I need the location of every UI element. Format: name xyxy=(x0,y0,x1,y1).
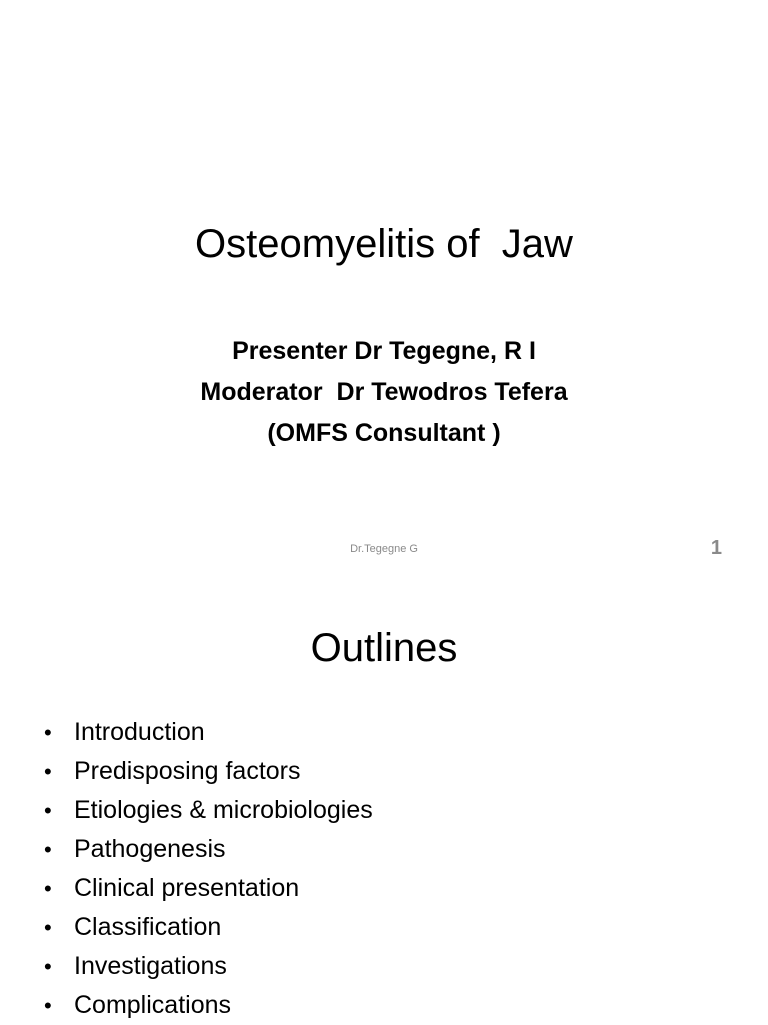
bullet-icon: • xyxy=(44,719,52,745)
list-item xyxy=(44,869,373,908)
bullet-icon: • xyxy=(44,992,52,1018)
list-item-label: Predisposing factors xyxy=(74,757,301,785)
list-item xyxy=(44,908,373,947)
outline-title: Outlines xyxy=(310,626,458,670)
slide-title: Osteomyelitis of Jaw xyxy=(195,222,573,266)
list-item-label: Complications xyxy=(74,991,232,1019)
list-item xyxy=(44,713,373,752)
slide-footer: Dr.Tegegne G xyxy=(350,543,418,555)
list-item xyxy=(44,752,373,791)
list-item-label: Pathogenesis xyxy=(74,835,226,863)
list-item xyxy=(44,830,373,869)
consultant-line: (OMFS Consultant ) xyxy=(267,419,501,447)
bullet-icon: • xyxy=(44,914,52,940)
list-item xyxy=(44,791,373,830)
bullet-icon: • xyxy=(44,797,52,823)
list-item xyxy=(44,947,373,986)
outline-list xyxy=(44,713,373,1025)
presenter-info xyxy=(0,332,768,455)
list-item-label: Investigations xyxy=(74,952,227,980)
slide-number: 1 xyxy=(710,537,722,559)
outline-slide xyxy=(0,576,768,1024)
list-item-label: Etiologies & microbiologies xyxy=(74,796,373,824)
presenter-line: Presenter Dr Tegegne, R I xyxy=(232,337,536,365)
bullet-icon: • xyxy=(44,875,52,901)
list-item-label: Introduction xyxy=(74,718,205,746)
list-item-label: Clinical presentation xyxy=(74,874,300,902)
bullet-icon: • xyxy=(44,953,52,979)
bullet-icon: • xyxy=(44,836,52,862)
moderator-line: Moderator Dr Tewodros Tefera xyxy=(200,378,568,406)
bullet-icon: • xyxy=(44,758,52,784)
list-item xyxy=(44,986,373,1025)
list-item-label: Classification xyxy=(74,913,222,941)
